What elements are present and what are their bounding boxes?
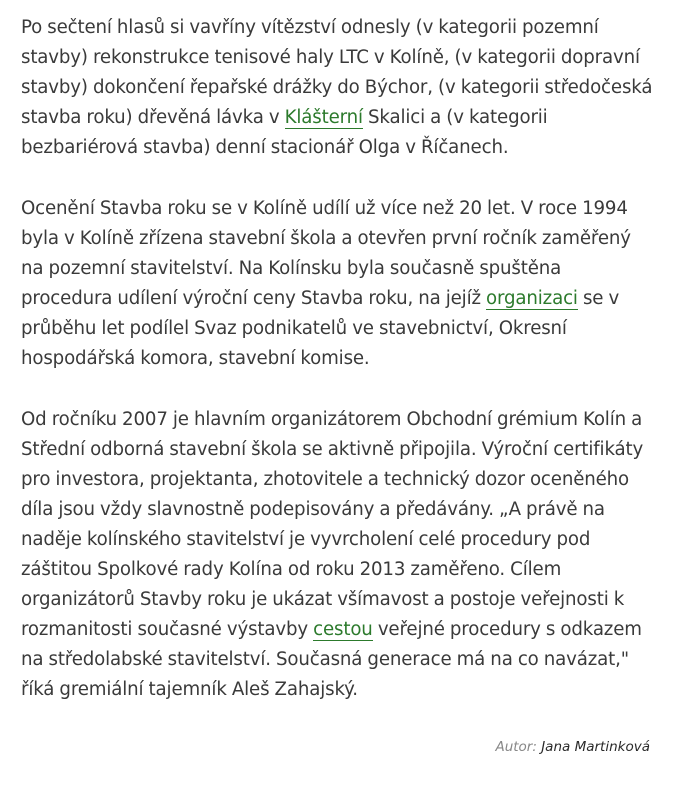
- paragraph-text: Od ročníku 2007 je hlavním organizátorem Obchodní grémium Kolín a Střední odborná stavební škola se aktivně připojila. Výroční certifikáty pro investora, projektanta, zhotovitele a technický dozor oceněného díla jsou vždy slavnostně podepisovány a předávány. „A právě na naděje kolínského stavitelství je vyvrcholení celé procedury pod záštitou Spolkové rady Kolína od roku 2013 zaměřeno. Cílem organizátorů Stavby roku je ukázat všímavost a postoje veřejnosti k rozmanitosti současné výstavby: [21, 409, 644, 640]
- paragraph-history: [21, 194, 656, 374]
- paragraph-organizers: [21, 405, 656, 705]
- paragraph-text: Po sečtení hlasů si vavříny vítězství odnesly (v kategorii pozemní stavby) rekonstrukce tenisové haly LTC v Kolíně, (v kategorii dopravní stavby) dokončení řepařské drážky do Býchor, (v kategorii středočeská stavba roku) dřevěná lávka v: [21, 17, 653, 128]
- author-name: Jana Martinková: [541, 739, 650, 755]
- paragraph-text: Ocenění Stavba roku se v Kolíně udílí už více než 20 let. V roce 1994 byla v Kolíně zřízena stavební škola a otevřen první ročník zaměřený na pozemní stavitelství. Na Kolínsku byla současně spuštěna procedura udílení výroční ceny Stavba roku, na jejíž: [21, 198, 631, 309]
- paragraph-awards: [21, 13, 656, 163]
- link-klasterni[interactable]: Klášterní: [284, 107, 363, 128]
- link-cestou[interactable]: cestou: [313, 619, 373, 640]
- paragraph-text: Skalici a (v kategorii bezbariérová stavba) denní stacionář Olga v Říčanech.: [21, 107, 548, 158]
- paragraph-text: se v průběhu let podílel Svaz podnikatelů ve stavebnictví, Okresní hospodářská komora, stavební komise.: [21, 288, 620, 369]
- author-label: Autor:: [495, 739, 537, 755]
- link-organizaci[interactable]: organizaci: [486, 288, 578, 309]
- author-line: [21, 739, 656, 755]
- paragraph-text: veřejné procedury s odkazem na středolabské stavitelství. Současná generace má na co navázat," říká gremiální tajemník Aleš Zahajský.: [21, 619, 642, 700]
